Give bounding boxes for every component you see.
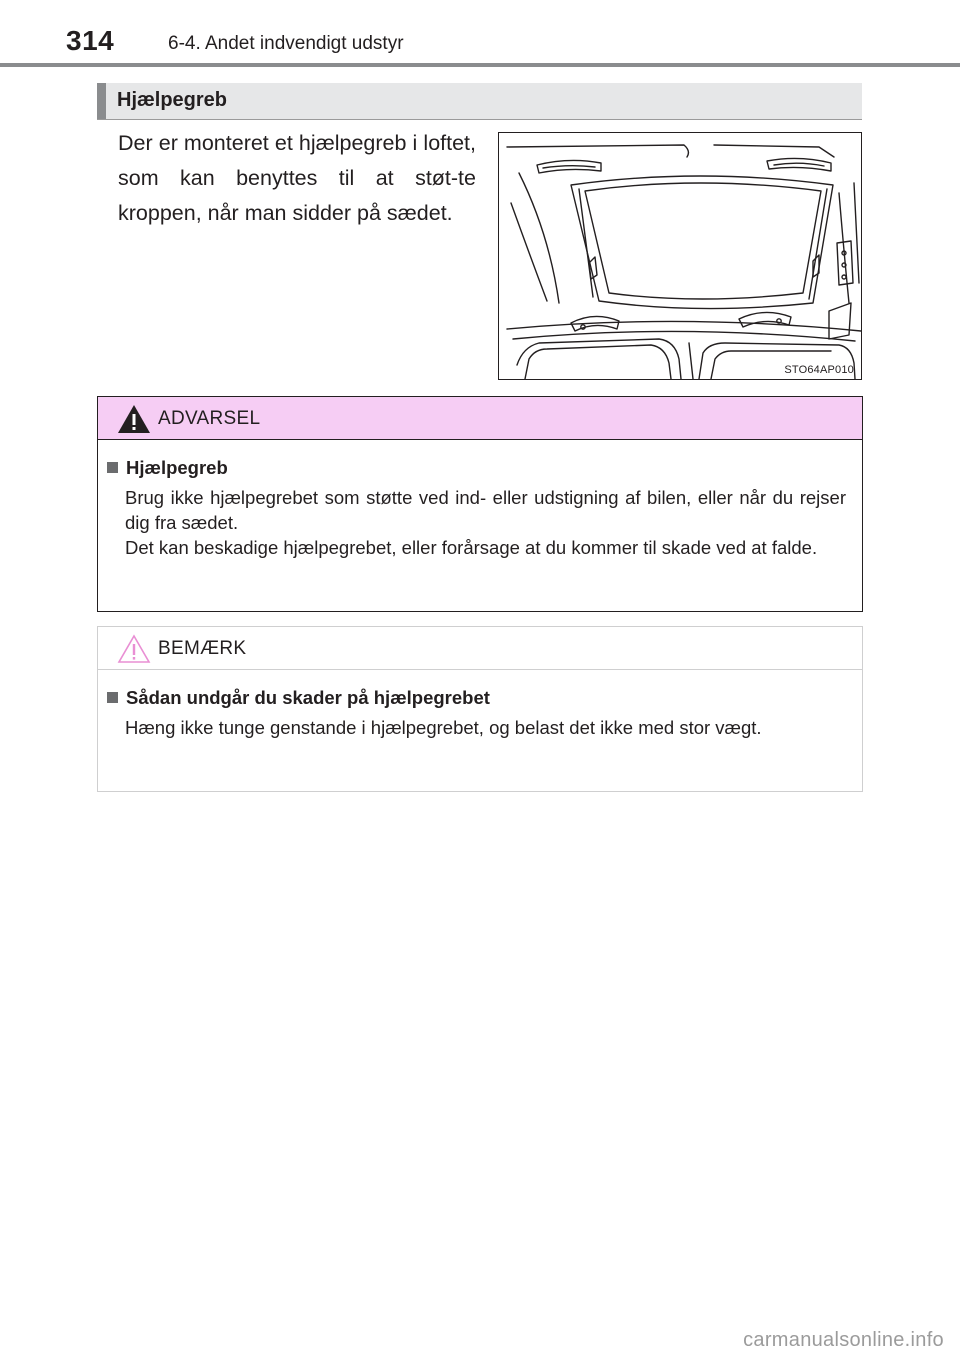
assist-grip-illustration — [499, 133, 861, 379]
warning-item-text — [125, 485, 846, 560]
page-number: 314 — [66, 25, 115, 56]
section-title: 6-4. Andet indvendigt udstyr — [168, 33, 404, 54]
page-header — [0, 0, 960, 70]
watermark: carmanualsonline.info — [743, 1329, 944, 1351]
notice-item-text — [125, 715, 846, 740]
warning-paragraph: Det kan beskadige hjælpegrebet, eller forårsage at du kommer til skade ved at falde. — [125, 537, 818, 558]
warning-paragraph: Brug ikke hjælpegrebet som støtte ved ind- eller udstigning af bilen, eller når du rejser dig fra sædet. — [125, 487, 846, 533]
warning-box — [97, 396, 863, 612]
notice-header — [98, 627, 862, 670]
caution-outline-triangle-icon — [116, 633, 152, 665]
notice-paragraph: Hæng ikke tunge genstande i hjælpegrebet, og belast det ikke med stor vægt. — [125, 717, 762, 738]
header-rule — [0, 63, 960, 67]
warning-item-title — [107, 457, 228, 479]
notice-box — [97, 626, 863, 792]
notice-label: BEMÆRK — [158, 638, 247, 659]
square-bullet-icon — [107, 692, 118, 703]
square-bullet-icon — [107, 462, 118, 473]
warning-header — [98, 397, 862, 440]
figure-code: STO64AP010 — [784, 364, 854, 376]
topic-body-text: Der er monteret et hjælpegreb i loftet, som kan benyttes til at støt-te kroppen, når man sidder på sædet. — [118, 131, 476, 225]
warning-label: ADVARSEL — [158, 408, 261, 429]
notice-item-title-text: Sådan undgår du skader på hjælpegrebet — [126, 687, 490, 708]
warning-item-title-text: Hjælpegreb — [126, 457, 228, 478]
notice-item-title — [107, 687, 490, 709]
topic-title: Hjælpegreb — [117, 89, 228, 111]
assist-grip-figure — [498, 132, 862, 380]
topic-accent — [97, 83, 106, 119]
warning-triangle-icon — [116, 403, 152, 435]
topic-heading-bar — [97, 83, 862, 120]
